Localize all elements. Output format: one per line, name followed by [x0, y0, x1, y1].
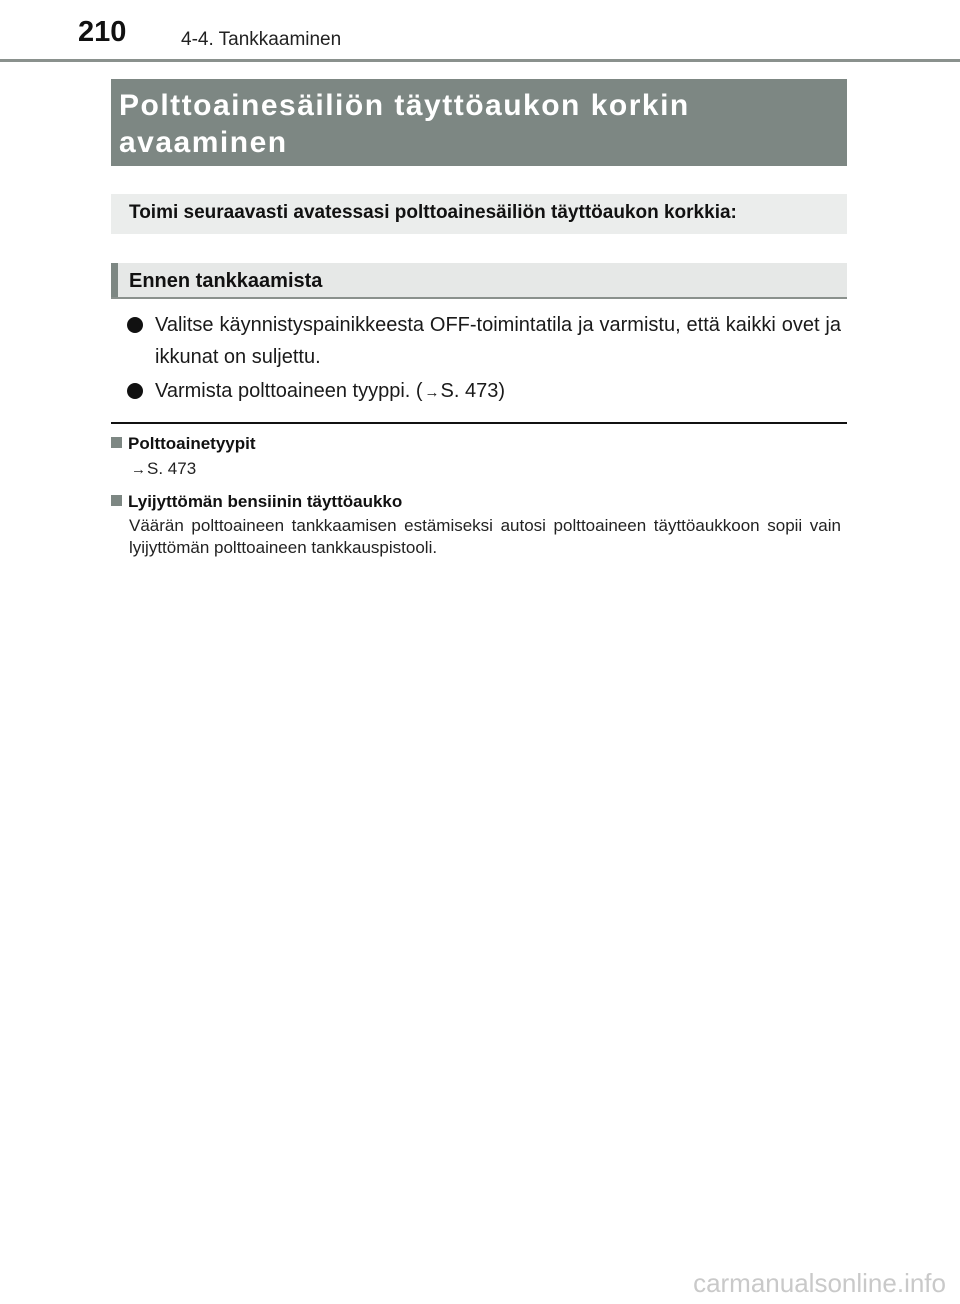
- page-header: [0, 0, 960, 64]
- section-heading: [111, 263, 847, 299]
- square-bullet-icon: [111, 437, 122, 448]
- bullet-text: Valitse käynnistyspainikkeesta OFF-toimintatila ja varmistu, että kaikki ovet ja ikkunat on suljettu.: [155, 314, 841, 368]
- page-title-band: [111, 79, 847, 166]
- notes-section: [111, 431, 841, 569]
- section-heading-bar: [111, 263, 118, 297]
- section-divider: [111, 422, 847, 424]
- page-title-line-2: avaaminen: [119, 126, 288, 159]
- note-title: [111, 431, 841, 457]
- square-bullet-icon: [111, 495, 122, 506]
- note-title-text: Lyijyttömän bensiinin täyttöaukko: [128, 492, 403, 511]
- bullet-dot-icon: [127, 317, 143, 333]
- header-rule: [0, 59, 960, 62]
- note-title-text: Polttoainetyypit: [128, 434, 256, 453]
- intro-box: [111, 194, 847, 234]
- note-body: Väärän polttoaineen tankkaamisen estämiseksi autosi polttoaineen täyttöaukkoon sopii vain lyijyttömän polttoaineen tankkauspistooli.: [129, 516, 841, 557]
- watermark: carmanualsonline.info: [693, 1268, 946, 1298]
- note-reference: [111, 458, 841, 481]
- bullet-dot-icon: [127, 383, 143, 399]
- page-reference-link[interactable]: S. 473: [147, 459, 197, 478]
- bullet-item: [127, 375, 841, 409]
- arrow-right-icon: →: [131, 461, 146, 478]
- note-title: [111, 489, 841, 515]
- bullet-text-end: ): [498, 380, 506, 402]
- bullet-item: [127, 309, 841, 373]
- chapter-title: 4-4. Tankkaaminen: [181, 29, 342, 50]
- page-reference-link[interactable]: S. 473: [440, 380, 499, 402]
- intro-text: Toimi seuraavasti avatessasi polttoainesäiliön täyttöaukon korkkia:: [129, 202, 737, 223]
- section-heading-label: Ennen tankkaamista: [129, 270, 323, 292]
- page-title-line-1: Polttoainesäiliön täyttöaukon korkin: [119, 89, 690, 122]
- bullet-list: [127, 309, 841, 411]
- bullet-text: Varmista polttoaineen tyyppi. (: [155, 380, 423, 402]
- arrow-right-icon: →: [424, 384, 440, 401]
- page-number: 210: [78, 16, 127, 48]
